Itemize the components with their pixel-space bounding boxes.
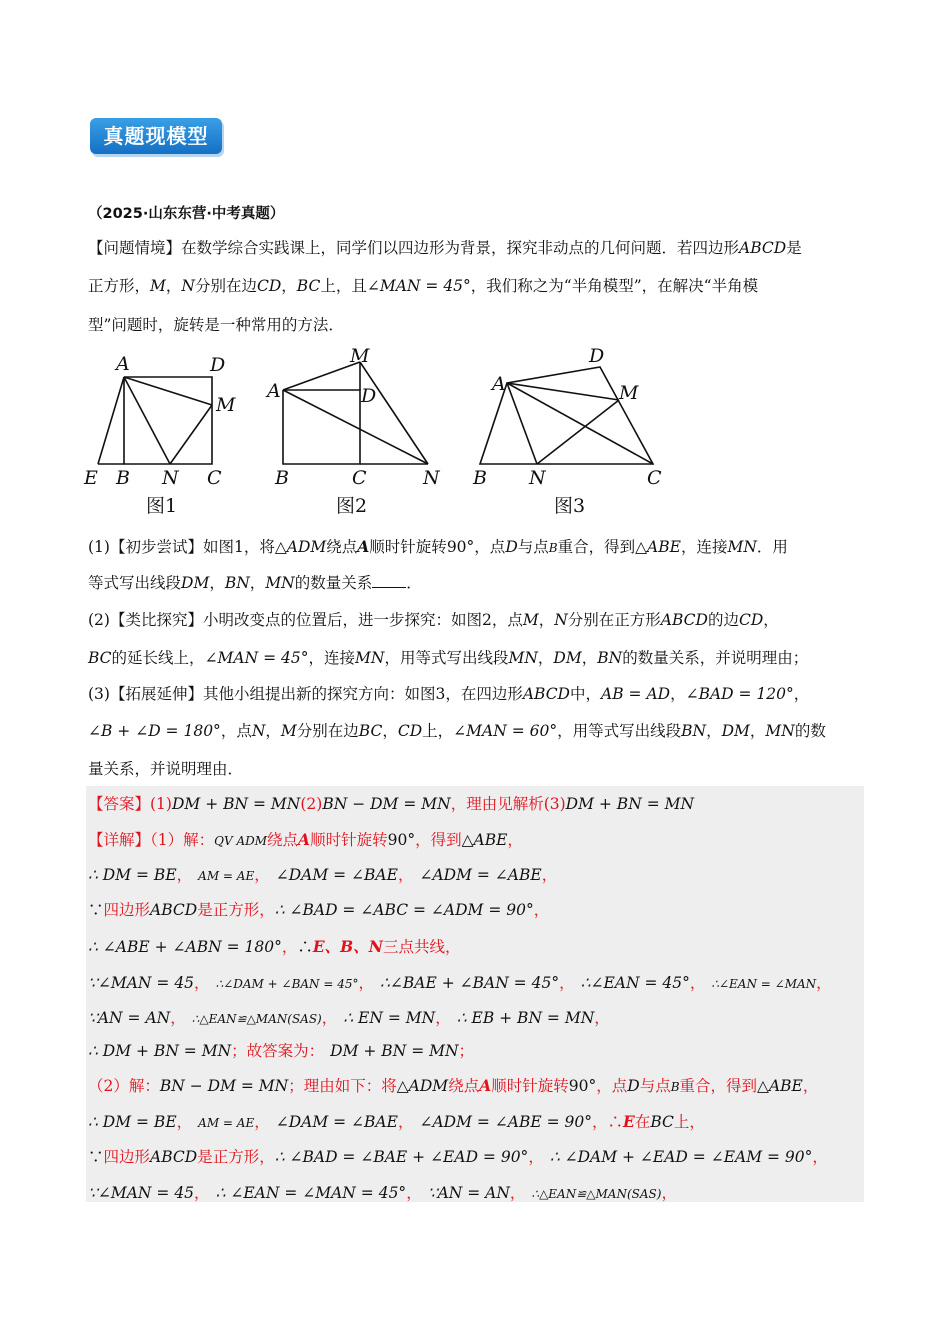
text: 是正方形， (197, 901, 275, 919)
detail-line-6 (88, 1006, 610, 1028)
math: ∠ADM = ∠ABE = 90° (419, 1113, 592, 1131)
question-3-line-3: 量关系，并说明理由． (88, 760, 244, 778)
math: ∵ (88, 1148, 104, 1166)
text: ， (209, 574, 225, 592)
math: MN (265, 574, 295, 592)
math: 90° (568, 1077, 597, 1095)
math: B (548, 541, 558, 555)
fig2-label-B: B (275, 467, 289, 489)
math: ∴ EN = MN (343, 1009, 436, 1027)
question-2-line-1 (88, 608, 779, 630)
detail-line-7 (88, 1039, 474, 1061)
text: ，用等式写出线段 (557, 722, 682, 740)
math: ∠BAD = 120° (685, 685, 794, 703)
text: 的延长线上， (111, 649, 205, 667)
fig3-label-D: D (589, 345, 605, 367)
text: ， (533, 901, 550, 919)
text: 顺时针旋转 (369, 538, 447, 556)
text: ， (435, 1009, 451, 1027)
math: MN (508, 649, 538, 667)
math: △ABE (757, 1077, 803, 1095)
text: ，用等式写出线段 (384, 649, 509, 667)
text: ， (254, 866, 270, 884)
math: ∴△EAN≌△MAN(SAS) (531, 1187, 662, 1201)
math: ∴ EB + BN = MN (456, 1009, 595, 1027)
text: ；故答案为： (231, 1042, 325, 1060)
text: ， (689, 974, 706, 992)
text: ， (537, 649, 554, 667)
text: 正方形， (88, 277, 151, 295)
math: 90° (446, 538, 475, 556)
math: E、B、N (312, 937, 383, 956)
math: DM (721, 722, 750, 740)
text: ， (281, 277, 297, 295)
math: ∵ (88, 901, 104, 919)
math: BC (88, 649, 112, 667)
text: ，得到 (415, 831, 462, 849)
text: ， (397, 1113, 414, 1131)
math: BN (681, 722, 707, 740)
math: DM + BN = MN (330, 1042, 459, 1060)
text: (3) (543, 795, 566, 813)
text: ， (541, 866, 558, 884)
math: MN (355, 649, 385, 667)
text: ， (507, 831, 523, 849)
text: 分别在正方形 (567, 611, 661, 629)
answer-line (88, 792, 694, 814)
text: (3)【拓展延伸】其他小组提出新的探究方向：如图3，在四边形 (88, 685, 523, 703)
detail-line-1 (88, 828, 523, 850)
math: DM (181, 574, 210, 592)
fig1-label-A: A (116, 353, 130, 375)
text: ．用 (756, 538, 788, 556)
text: 四边形 (103, 901, 151, 919)
text: 的数量关系 (294, 574, 373, 592)
figure-3 (472, 345, 662, 517)
math: ∠MAN = 60° (453, 722, 558, 740)
math: AM = AE (198, 1116, 255, 1130)
math: ∴ ∠BAD = ∠BAE + ∠EAD = 90° (274, 1148, 529, 1166)
math: 90° (387, 831, 416, 849)
text: (2)【类比探究】小明改变点的位置后，进一步探究：如图2，点 (88, 611, 523, 629)
fig2-label-N: N (423, 467, 440, 489)
text: ， (254, 1113, 270, 1131)
math: A (298, 830, 311, 849)
math: ABCD (660, 611, 708, 629)
answer-blank (372, 575, 406, 588)
text: ， (581, 649, 598, 667)
text: ， (528, 1148, 544, 1166)
math: M (522, 611, 539, 629)
fig1-label-E: E (84, 467, 98, 489)
text: 分别在边 (296, 722, 359, 740)
text: ， (194, 974, 210, 992)
math: ABCD (150, 901, 198, 919)
problem-source: （2025·山东东营·中考真题） (88, 206, 285, 222)
math: MN (765, 722, 795, 740)
text: ， (706, 722, 722, 740)
text: 上， (422, 722, 454, 740)
geometry-figures (80, 340, 700, 520)
fig3-label-N: N (529, 467, 546, 489)
text: ， (538, 611, 555, 629)
text: ， (176, 866, 193, 884)
question-3-line-2 (88, 719, 826, 741)
math: ∠B + ∠D = 180° (88, 722, 221, 740)
math: ∵AN = AN (88, 1009, 171, 1027)
text: ， (249, 574, 266, 592)
text: ， (802, 1077, 819, 1095)
text: 顺时针旋转 (310, 831, 388, 849)
text: 【问题情境】在数学综合实践课上，同学们以四边形为背景，探究非动点的几何问题．若四边形 (88, 239, 740, 257)
fig3-label-A: A (492, 373, 506, 395)
fig1-label-D: D (210, 354, 226, 376)
fig1-caption: 图1 (146, 495, 178, 517)
math: ∴ ∠EAN = ∠MAN = 45° (215, 1184, 407, 1202)
math: BN − DM = MN (322, 795, 451, 813)
text: ，点 (220, 722, 252, 740)
math: ∴△EAN≌△MAN(SAS) (191, 1012, 322, 1026)
math: ∵AN = AN (427, 1184, 510, 1202)
fig2-label-C: C (352, 467, 367, 489)
math: ∠MAN = 45° (366, 277, 471, 295)
text: ， (816, 974, 832, 992)
math: D (627, 1077, 640, 1095)
detail-line-11 (88, 1181, 677, 1203)
text: ， (382, 722, 398, 740)
problem-line-3: 型”问题时，旋转是一种常用的方法． (88, 316, 344, 334)
fig3-label-C: C (647, 467, 662, 489)
math: ∠DAM = ∠BAE (275, 1113, 398, 1131)
text: 等式写出线段 (88, 574, 182, 592)
text: 的边 (707, 611, 739, 629)
math: △ADM (274, 538, 327, 556)
text: 四边形 (103, 1148, 151, 1166)
text: 与点 (517, 538, 549, 556)
text: ， (661, 1184, 677, 1202)
fig3-caption: 图3 (554, 495, 586, 517)
math: CD (256, 277, 282, 295)
math: AM = AE (198, 869, 255, 883)
text: ， (281, 938, 298, 956)
text: ， (763, 611, 779, 629)
math: CD (397, 722, 423, 740)
fig1-label-N: N (162, 467, 179, 489)
text: 中， (570, 685, 602, 703)
text: 绕点 (326, 538, 358, 556)
math: A (479, 1076, 492, 1095)
question-3-line-1 (88, 682, 809, 704)
text: (2) (300, 795, 323, 813)
math: D (505, 538, 518, 556)
math: ∴ DM = BE (88, 1113, 177, 1131)
text: 上， (673, 1113, 705, 1131)
fig2-caption: 图2 (336, 495, 368, 517)
math: ∵∠MAN = 45 (88, 974, 195, 992)
math: DM (553, 649, 582, 667)
section-banner: 真题现模型 (90, 118, 222, 154)
detail-line-8 (88, 1074, 818, 1096)
text: ， (793, 685, 810, 703)
text: ， (594, 1009, 610, 1027)
text: 绕点 (267, 831, 299, 849)
text: ， (670, 685, 686, 703)
detail-line-9 (88, 1110, 705, 1132)
math: ∴ DM + BN = MN (88, 1042, 232, 1060)
math: ∴ DM = BE (88, 866, 177, 884)
text: ， (559, 974, 575, 992)
math: △ABE (635, 538, 681, 556)
math: ∴∠BAE + ∠BAN = 45° (380, 974, 560, 992)
math: N (251, 722, 266, 740)
text: ，点 (474, 538, 506, 556)
question-1-line-2 (88, 571, 422, 593)
math: M (150, 277, 166, 295)
text: 与点 (639, 1077, 671, 1095)
figure-1 (83, 353, 236, 517)
math: BC (358, 722, 383, 740)
math: ∠DAM = ∠BAE (275, 866, 398, 884)
text: ，连接 (680, 538, 728, 556)
math: DM + BN = MN (565, 795, 695, 813)
text: 上，且 (320, 277, 367, 295)
math: AB = AD (601, 685, 671, 703)
math: MN (727, 538, 757, 556)
text: ， (358, 974, 375, 992)
text: ， (749, 722, 766, 740)
math: A (357, 537, 370, 556)
math: BN (224, 574, 250, 592)
math: ABCD (739, 239, 787, 257)
fig2-label-M: M (350, 345, 370, 367)
text: (1)【初步尝试】如图1，将 (88, 538, 275, 556)
text: ， (321, 1009, 338, 1027)
problem-line-1 (88, 236, 802, 258)
fig2-label-A: A (267, 380, 281, 402)
fig3-label-M: M (619, 382, 639, 404)
math: BN (597, 649, 623, 667)
math: ∴ (297, 938, 313, 956)
text: ，理由见解析 (450, 795, 544, 813)
text: 是 (786, 239, 802, 257)
text: ． (406, 574, 422, 592)
text: ， (265, 722, 281, 740)
text: ，点 (596, 1077, 628, 1095)
figure-2 (265, 345, 441, 517)
math: ∴∠DAM + ∠BAN = 45° (215, 977, 359, 991)
detail-line-10 (88, 1145, 828, 1167)
text: 重合，得到 (679, 1077, 758, 1095)
problem-line-2 (88, 274, 758, 296)
detail-line-4 (88, 935, 460, 957)
math: QV ADM (214, 834, 268, 848)
math: N (554, 611, 568, 629)
math: ABCD (522, 685, 570, 703)
math: N (181, 277, 195, 295)
math: ∴∠EAN = ∠MAN (711, 977, 817, 991)
text: ；理由如下：将 (288, 1077, 397, 1095)
math: M (280, 722, 297, 740)
text: ， (194, 1184, 210, 1202)
math: ∵∠MAN = 45 (88, 1184, 195, 1202)
answer-label: 【答案】(1) (88, 795, 172, 813)
text: ， (509, 1184, 526, 1202)
text: 的数 (794, 722, 826, 740)
math: ∴ ∠ABE + ∠ABN = 180° (88, 938, 282, 956)
math: ∴ ∠BAD = ∠ABC = ∠ADM = 90° (274, 901, 534, 919)
fig1-label-C: C (207, 467, 222, 489)
question-1-line-1 (88, 535, 788, 557)
text: ， (170, 1009, 186, 1027)
text: ，连接 (308, 649, 356, 667)
math: ∴∠EAN = 45° (580, 974, 690, 992)
math: ∴ ∠DAM + ∠EAD = ∠EAM = 90° (549, 1148, 813, 1166)
text: ， (165, 277, 182, 295)
text: （2）解： (88, 1077, 160, 1095)
question-2-line-2 (88, 646, 808, 668)
math: CD (738, 611, 764, 629)
math: ∠MAN = 45° (204, 649, 309, 667)
math: ∠ADM = ∠ABE (419, 866, 542, 884)
detail-line-3 (88, 898, 549, 920)
math: E (623, 1112, 635, 1131)
text: ， (812, 1148, 828, 1166)
text: 三点共线， (382, 938, 461, 956)
math: BN − DM = MN (159, 1077, 289, 1095)
math: △ADM (396, 1077, 449, 1095)
detail-label: 【详解】（1）解： (88, 831, 215, 849)
math: △ABE (461, 831, 508, 849)
text: ，我们称之为“半角模型”，在解决“半角模 (470, 277, 759, 295)
text: 重合，得到 (557, 538, 636, 556)
text: 的数量关系，并说明理由； (622, 649, 809, 667)
math: B (670, 1080, 680, 1094)
text: 绕点 (448, 1077, 480, 1095)
text: 在 (634, 1113, 651, 1131)
math: BC (296, 277, 321, 295)
text: 分别在边 (194, 277, 257, 295)
text: ， (406, 1184, 422, 1202)
text: ； (458, 1042, 475, 1060)
math: BC (650, 1113, 674, 1131)
math: ABCD (150, 1148, 198, 1166)
math: DM + BN = MN (171, 795, 301, 813)
text: ， (397, 866, 414, 884)
detail-line-5 (88, 971, 832, 993)
fig2-label-D: D (361, 385, 377, 407)
fig1-label-M: M (216, 394, 236, 416)
text: ，∴ (592, 1113, 624, 1131)
text: 是正方形， (197, 1148, 275, 1166)
text: ， (176, 1113, 193, 1131)
text: 顺时针旋转 (491, 1077, 569, 1095)
fig1-label-B: B (116, 467, 130, 489)
detail-line-2 (88, 863, 557, 885)
fig3-label-B: B (473, 467, 487, 489)
